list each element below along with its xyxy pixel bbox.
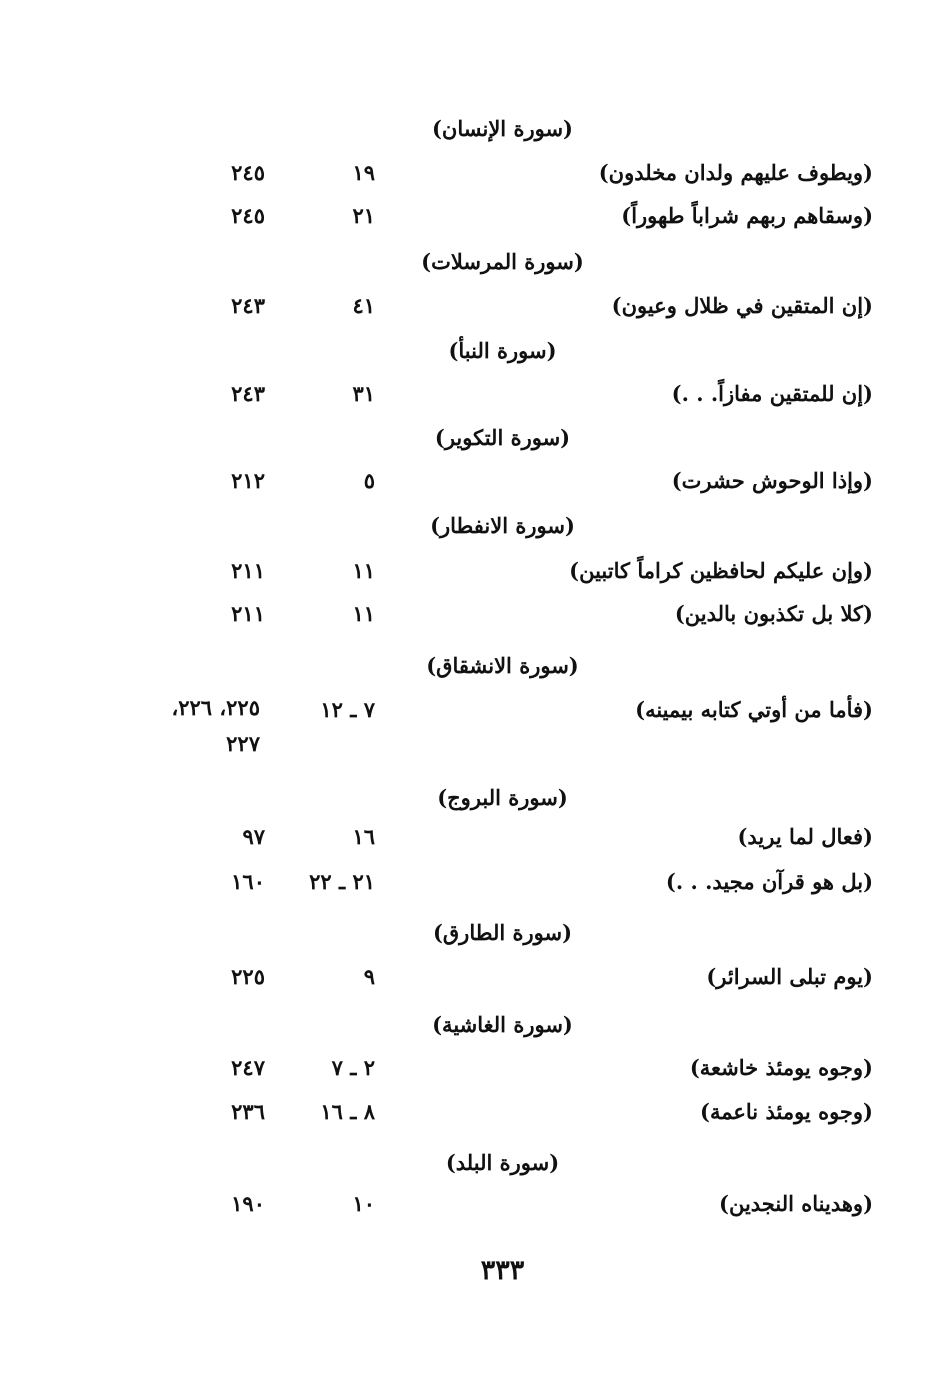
verse-text: (فعال لما يريد) <box>737 824 873 849</box>
verse-text: (وسقاهم ربهم شراباً طهوراً) <box>621 203 873 228</box>
page-reference: ٢٤٥ <box>231 160 265 185</box>
page-reference: ٢٢٥، ٢٢٦، ٢٢٧ <box>171 695 260 756</box>
surah-heading: (سورة الطارق) <box>432 920 573 945</box>
page-reference: ٢٣٦ <box>231 1099 265 1124</box>
page-reference: ٩٧ <box>242 824 265 849</box>
surah-heading: (سورة المرسلات) <box>421 249 584 274</box>
page-reference: ٢٤٧ <box>231 1055 265 1080</box>
surah-heading: (سورة الإنسان) <box>432 116 573 141</box>
ayah-number: ٢١ ـ ٢٢ <box>309 869 375 894</box>
page-number: ٣٣٣ <box>480 1255 525 1286</box>
page-reference: ٢٤٥ <box>231 203 265 228</box>
ayah-number: ٢ ـ ٧ <box>331 1055 375 1080</box>
verse-text: (ويطوف عليهم ولدان مخلدون) <box>598 160 873 185</box>
verse-text: (وإن عليكم لحافظين كراماً كاتبين) <box>569 558 873 583</box>
page-reference: ٢١٢ <box>231 468 265 493</box>
surah-heading: (سورة البروج) <box>437 785 568 810</box>
verse-text: (يوم تبلى السرائر) <box>706 964 873 989</box>
verse-text: (فأما من أوتي كتابه بيمينه) <box>635 697 873 722</box>
ayah-number: ٤١ <box>352 293 375 318</box>
verse-text: (وإذا الوحوش حشرت) <box>671 468 873 493</box>
verse-text: (بل هو قرآن مجيد. . .) <box>665 869 873 894</box>
page-reference: ١٩٠ <box>231 1191 265 1216</box>
ayah-number: ١٦ <box>352 824 375 849</box>
surah-heading: (سورة النبأ) <box>448 338 557 363</box>
page-reference: ٢١١ <box>231 601 265 626</box>
page-reference: ٢٤٣ <box>231 381 265 406</box>
ayah-number: ١٩ <box>352 160 375 185</box>
verse-text: (وجوه يومئذ خاشعة) <box>689 1055 873 1080</box>
surah-heading: (سورة الانشقاق) <box>426 653 579 678</box>
page-reference: ٢١١ <box>231 558 265 583</box>
page-reference: ١٦٠ <box>231 869 265 894</box>
verse-text: (وجوه يومئذ ناعمة) <box>700 1099 873 1124</box>
surah-heading: (سورة البلد) <box>445 1150 560 1175</box>
ayah-number: ١٠ <box>352 1191 375 1216</box>
ayah-number: ١١ <box>352 601 375 626</box>
verse-text: (وهديناه النجدين) <box>719 1191 873 1216</box>
page-reference: ٢٤٣ <box>231 293 265 318</box>
page-reference: ٢٢٥ <box>231 964 265 989</box>
ayah-number: ٩ <box>363 964 375 989</box>
ayah-number: ٢١ <box>352 203 375 228</box>
surah-heading: (سورة الانفطار) <box>430 513 575 538</box>
ayah-number: ٨ ـ ١٦ <box>320 1099 375 1124</box>
verse-text: (إن للمتقين مفازاً. . .) <box>671 381 873 406</box>
ayah-number: ٧ ـ ١٢ <box>320 697 375 722</box>
ayah-number: ١١ <box>352 558 375 583</box>
verse-text: (إن المتقين في ظلال وعيون) <box>611 293 873 318</box>
ayah-number: ٥ <box>363 468 375 493</box>
ayah-number: ٣١ <box>352 381 375 406</box>
verse-text: (كلا بل تكذبون بالدين) <box>674 601 873 626</box>
surah-heading: (سورة الغاشية) <box>432 1012 573 1037</box>
surah-heading: (سورة التكوير) <box>434 425 571 450</box>
